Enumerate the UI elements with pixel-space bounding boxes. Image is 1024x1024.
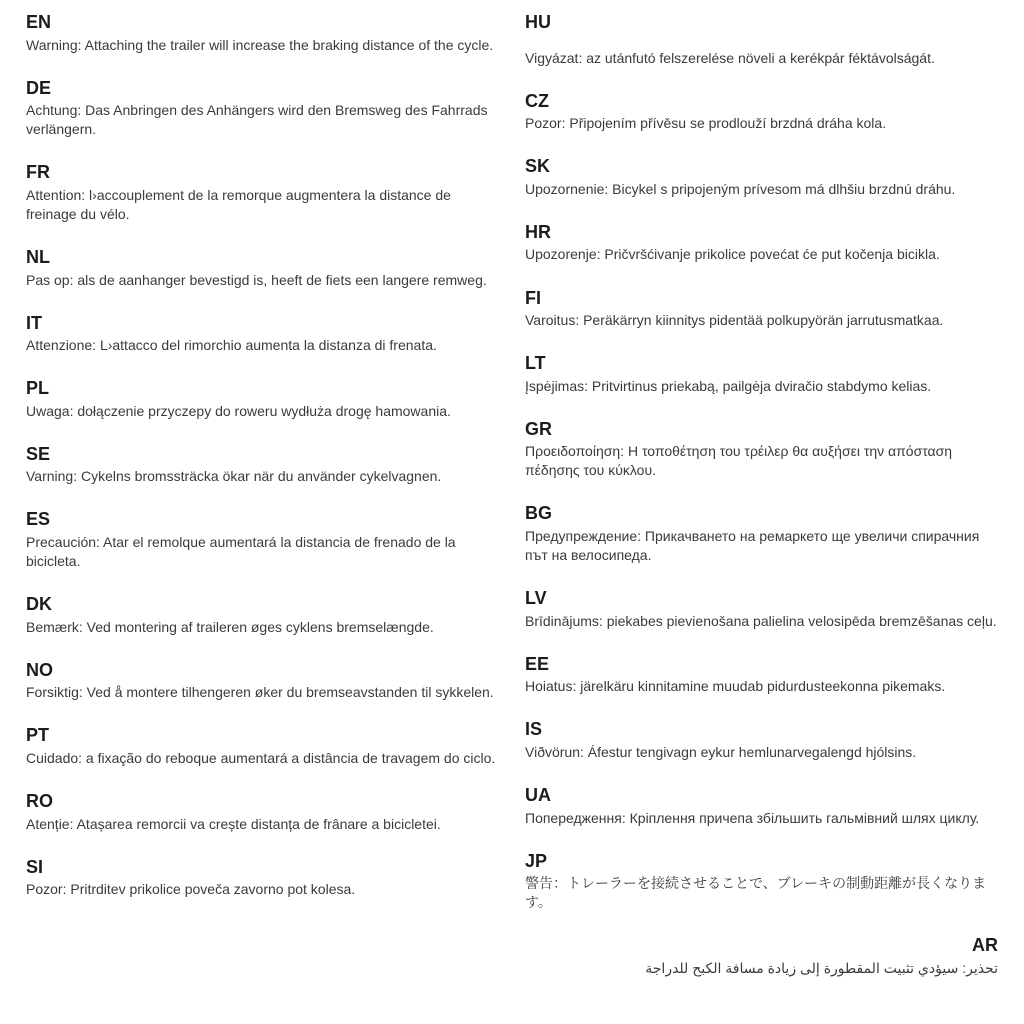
warning-text: Achtung: Das Anbringen des Anhängers wird den Bremsweg des Fahrrads verlängern. — [26, 102, 488, 138]
language-code-label: IS — [525, 719, 543, 740]
language-block-lt — [525, 353, 998, 396]
warning-text: Forsiktig: Ved å montere tilhengeren øker du bremseavstanden til sykkelen. — [26, 684, 494, 701]
language-block-de — [26, 78, 499, 140]
language-code-label: NO — [26, 659, 53, 680]
warning-text: تحذير: سيؤدي تثبيت المقطورة إلى زيادة مسافة الكبح للدراجة — [645, 959, 998, 976]
language-block-bg — [525, 503, 998, 565]
language-block-en — [26, 12, 499, 55]
language-code-label: SI — [26, 856, 44, 877]
language-block-es — [26, 509, 499, 571]
language-code-label: LT — [525, 353, 546, 374]
warning-text: Attenzione: L›attacco del rimorchio aumenta la distanza di frenata. — [26, 337, 437, 354]
warning-text: Hoiatus: järelkäru kinnitamine muudab pidurdusteekonna pikemaks. — [525, 678, 946, 695]
warning-text: Pas op: als de aanhanger bevestigd is, heeft de fiets een langere remweg. — [26, 271, 487, 288]
warning-text: Bemærk: Ved montering af traileren øges cyklens bremselængde. — [26, 618, 434, 635]
language-code-label: ES — [26, 509, 51, 530]
language-code-label: AR — [972, 935, 998, 956]
language-block-pl — [26, 378, 499, 421]
language-code-label: BG — [525, 503, 552, 524]
language-block-dk — [26, 594, 499, 637]
language-code-label: DE — [26, 77, 52, 98]
warning-text: Warning: Attaching the trailer will increase the braking distance of the cycle. — [26, 36, 494, 53]
warning-text: Varning: Cykelns bromssträcka ökar när du använder cykelvagnen. — [26, 468, 442, 485]
language-code-label: UA — [525, 784, 551, 805]
language-block-fi — [525, 288, 998, 331]
left-column — [26, 12, 499, 1024]
warning-text: Προειδοποίηση: Η τοποθέτηση του τρέιλερ θα αυξήσει την απόσταση πέδησης του κύκλου. — [525, 443, 953, 479]
language-block-ua — [525, 785, 998, 828]
warning-text: Brīdinājums: piekabes pievienošana palielina velosipēda bremzēšanas ceļu. — [525, 612, 997, 629]
language-code-label: FR — [26, 162, 50, 183]
language-block-ar — [525, 935, 998, 978]
language-code-label: LV — [525, 588, 547, 609]
right-column — [525, 12, 998, 1024]
warning-text: Попередження: Кріплення причепа збільшить гальмівний шлях циклу. — [525, 809, 980, 826]
language-code-label: DK — [26, 594, 52, 615]
language-code-label: SE — [26, 443, 51, 464]
language-code-label: FI — [525, 287, 541, 308]
language-code-label: PL — [26, 378, 50, 399]
warning-text: Varoitus: Peräkärryn kiinnitys pidentää polkupyörän jarrutusmatkaa. — [525, 312, 944, 329]
warning-text: Atenție: Atașarea remorcii va crește distanța de frânare a bicicletei. — [26, 815, 441, 832]
warning-text: Upozornenie: Bicykel s pripojeným prívesom má dlhšiu brzdnú dráhu. — [525, 180, 956, 197]
language-block-hr — [525, 222, 998, 265]
language-code-label: SK — [525, 156, 551, 177]
warning-text: 警告：トレーラーを接続させることで、ブレーキの制動距離が長くなります。 — [525, 875, 987, 911]
language-code-label: JP — [525, 850, 548, 871]
warning-text: Viðvörun: Áfestur tengivagn eykur hemlunarvegalengd hjólsins. — [525, 743, 917, 760]
warning-text: Įspėjimas: Pritvirtinus priekabą, pailgėja dviračio stabdymo kelias. — [525, 377, 932, 394]
warning-text: Uwaga: dołączenie przyczepy do roweru wydłuża drogę hamowania. — [26, 402, 451, 419]
language-block-it — [26, 313, 499, 356]
language-code-label: GR — [525, 418, 552, 439]
language-block-nl — [26, 247, 499, 290]
warning-text: Upozorenje: Pričvršćivanje prikolice povećat će put kočenja bicikla. — [525, 246, 940, 263]
language-code-label: EE — [525, 653, 550, 674]
language-block-lv — [525, 588, 998, 631]
language-block-is — [525, 719, 998, 762]
warning-text: Attention: l›accouplement de la remorque augmentera la distance de freinage du vélo. — [26, 186, 451, 222]
language-block-hu — [525, 12, 998, 68]
warning-text: Vigyázat: az utánfutó felszerelése növeli a kerékpár féktávolságát. — [525, 49, 935, 66]
language-code-label: HR — [525, 221, 551, 242]
language-block-ro — [26, 791, 499, 834]
warning-text: Precaución: Atar el remolque aumentará la distancia de frenado de la bicicleta. — [26, 534, 456, 570]
warning-text: Pozor: Pritrditev prikolice poveča zavorno pot kolesa. — [26, 881, 356, 898]
language-block-jp — [525, 851, 998, 913]
language-block-se — [26, 444, 499, 487]
language-block-ee — [525, 654, 998, 697]
warning-text: Cuidado: a fixação do reboque aumentará a distância de travagem do ciclo. — [26, 749, 496, 766]
language-block-si — [26, 857, 499, 900]
language-code-label: RO — [26, 790, 53, 811]
language-code-label: NL — [26, 246, 50, 267]
language-code-label: IT — [26, 312, 42, 333]
language-block-cz — [525, 91, 998, 134]
warning-text: Pozor: Připojením přívěsu se prodlouží brzdná dráha kola. — [525, 115, 887, 132]
language-block-pt — [26, 725, 499, 768]
language-block-gr — [525, 419, 998, 481]
language-code-label: HU — [525, 12, 551, 32]
language-block-sk — [525, 156, 998, 199]
language-block-fr — [26, 162, 499, 224]
language-code-label: CZ — [525, 90, 549, 111]
language-code-label: PT — [26, 725, 50, 746]
warning-text: Предупреждение: Прикачването на ремаркето ще увеличи спирачния път на велосипеда. — [525, 528, 980, 564]
language-block-no — [26, 660, 499, 703]
language-code-label: EN — [26, 12, 52, 32]
